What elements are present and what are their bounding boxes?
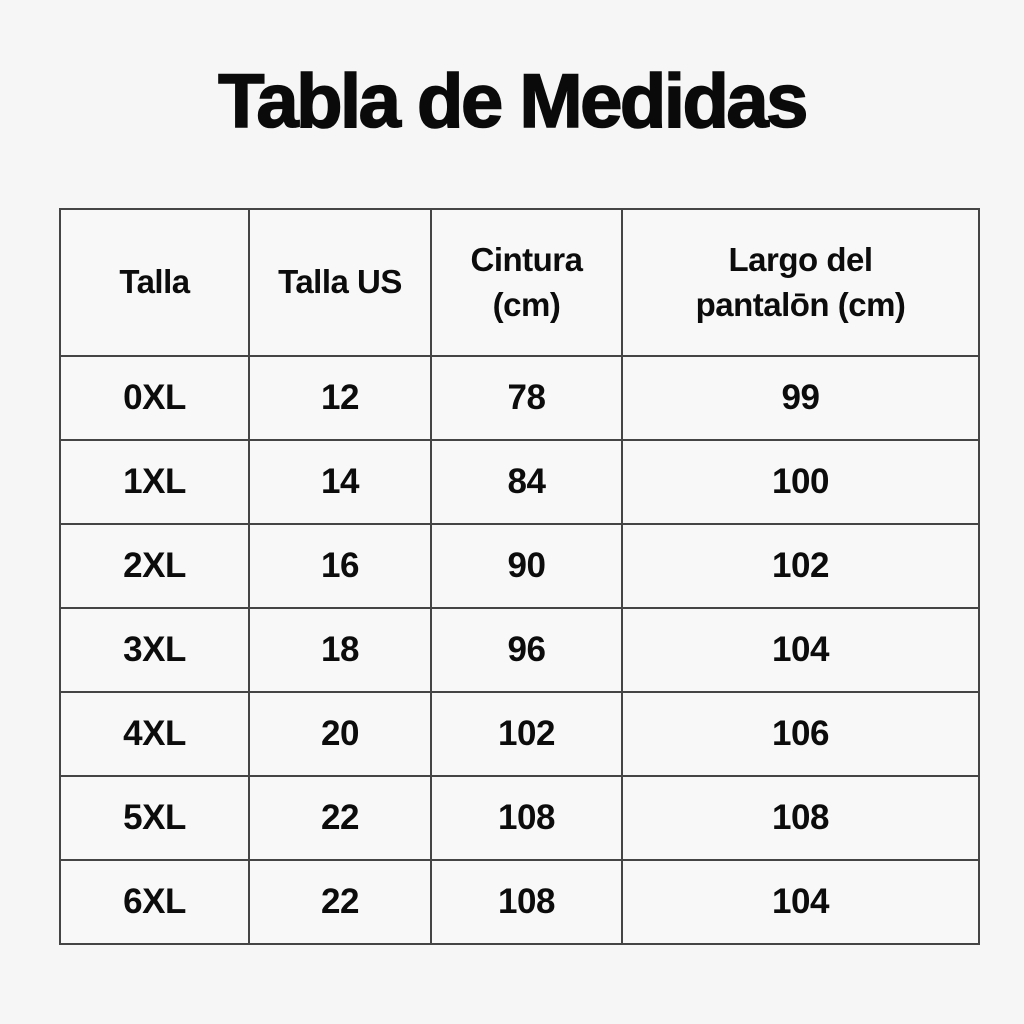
cell-talla: 5XL <box>60 776 249 860</box>
cell-cintura: 108 <box>431 860 622 944</box>
table-row-5xl <box>60 776 979 860</box>
cell-talla-us: 22 <box>249 776 431 860</box>
column-header-talla-label: Talla <box>119 263 190 301</box>
cell-largo-pantalon: 106 <box>622 692 979 776</box>
cell-talla: 2XL <box>60 524 249 608</box>
cell-cintura: 90 <box>431 524 622 608</box>
cell-talla: 6XL <box>60 860 249 944</box>
header-row <box>60 209 979 356</box>
cell-largo-pantalon: 102 <box>622 524 979 608</box>
table-row-3xl <box>60 608 979 692</box>
table-row-4xl <box>60 692 979 776</box>
cell-talla-us: 16 <box>249 524 431 608</box>
table-header <box>60 209 979 356</box>
cell-largo-pantalon: 108 <box>622 776 979 860</box>
column-header-largo-pantalon-label: Largo del pantalōn (cm) <box>695 240 906 323</box>
table-body <box>60 356 979 944</box>
cell-largo-pantalon: 104 <box>622 608 979 692</box>
cell-talla: 1XL <box>60 440 249 524</box>
cell-cintura: 108 <box>431 776 622 860</box>
cell-talla-us: 18 <box>249 608 431 692</box>
cell-largo-pantalon: 99 <box>622 356 979 440</box>
cell-cintura: 78 <box>431 356 622 440</box>
column-header-talla-us <box>249 209 431 356</box>
size-table <box>59 208 980 945</box>
table-row-1xl <box>60 440 979 524</box>
page-title: Tabla de Medidas <box>218 59 806 144</box>
cell-cintura: 84 <box>431 440 622 524</box>
table-row-0xl <box>60 356 979 440</box>
cell-talla: 3XL <box>60 608 249 692</box>
column-header-talla-us-label: Talla US <box>278 263 402 301</box>
table-row-2xl <box>60 524 979 608</box>
cell-cintura: 96 <box>431 608 622 692</box>
cell-largo-pantalon: 100 <box>622 440 979 524</box>
cell-talla-us: 22 <box>249 860 431 944</box>
column-header-talla <box>60 209 249 356</box>
cell-largo-pantalon: 104 <box>622 860 979 944</box>
column-header-largo-pantalon <box>622 209 979 356</box>
cell-cintura: 102 <box>431 692 622 776</box>
cell-talla-us: 14 <box>249 440 431 524</box>
column-header-cintura <box>431 209 622 356</box>
cell-talla-us: 12 <box>249 356 431 440</box>
column-header-cintura-label: Cintura (cm) <box>470 240 583 323</box>
cell-talla: 0XL <box>60 356 249 440</box>
cell-talla: 4XL <box>60 692 249 776</box>
table-row-6xl <box>60 860 979 944</box>
cell-talla-us: 20 <box>249 692 431 776</box>
